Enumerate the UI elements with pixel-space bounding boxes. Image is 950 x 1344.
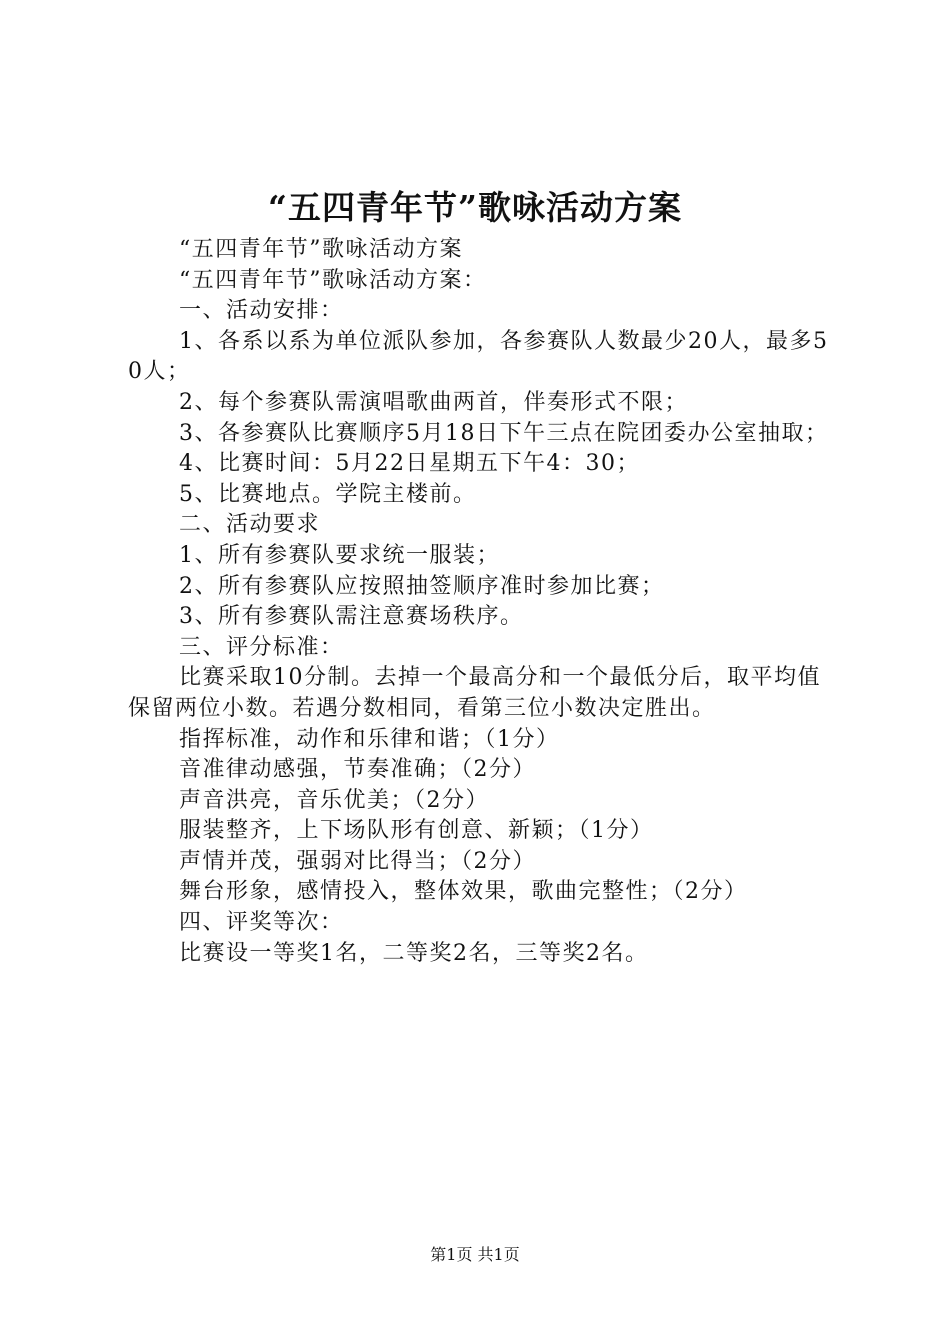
paragraph: “五四青年节”歌咏活动方案 <box>179 237 463 262</box>
list-item: 3、各参赛队比赛顺序5月18日下午三点在院团委办公室抽取； <box>179 420 829 446</box>
list-item: 指挥标准，动作和乐律和谐；（1分） <box>179 726 560 752</box>
paragraph: 比赛采取10分制。去掉一个最高分和一个最低分后，取平均值保留两位小数。若遇分数相同，看第三位小数决定胜出。 <box>128 665 821 721</box>
document-title: “五四青年节”歌咏活动方案 <box>268 188 682 227</box>
list-item: 服装整齐，上下场队形有创意、新颖；（1分） <box>179 818 654 844</box>
section-heading: 四、评奖等次： <box>179 910 344 936</box>
list-item: 音准律动感强，节奏准确；（2分） <box>179 757 536 783</box>
paragraph: 比赛设一等奖1名，二等奖2名，三等奖2名。 <box>179 940 649 966</box>
list-item: 舞台形象，感情投入，整体效果，歌曲完整性；（2分） <box>179 879 748 905</box>
section-heading: 二、活动要求 <box>179 512 321 538</box>
list-item: 1、各系以系为单位派队参加，各参赛队人数最少20人，最多50人； <box>128 328 829 385</box>
list-item: 4、比赛时间：5月22日星期五下午4：30； <box>179 451 640 477</box>
document-body <box>128 235 834 969</box>
page-footer: 第1页 共1页 <box>430 1245 520 1264</box>
list-item: 3、所有参赛队需注意赛场秩序。 <box>179 604 524 630</box>
paragraph: “五四青年节”歌咏活动方案： <box>179 267 487 293</box>
list-item: 1、所有参赛队要求统一服装； <box>179 542 500 568</box>
section-heading: 一、活动安排： <box>179 298 344 324</box>
list-item: 5、比赛地点。学院主楼前。 <box>179 481 477 507</box>
list-item: 2、所有参赛队应按照抽签顺序准时参加比赛； <box>179 573 665 599</box>
list-item: 声音洪亮，音乐优美；（2分） <box>179 787 489 813</box>
list-item: 声情并茂，强弱对比得当；（2分） <box>179 848 536 874</box>
list-item: 2、每个参赛队需演唱歌曲两首，伴奏形式不限； <box>179 389 688 415</box>
section-heading: 三、评分标准： <box>179 634 344 660</box>
